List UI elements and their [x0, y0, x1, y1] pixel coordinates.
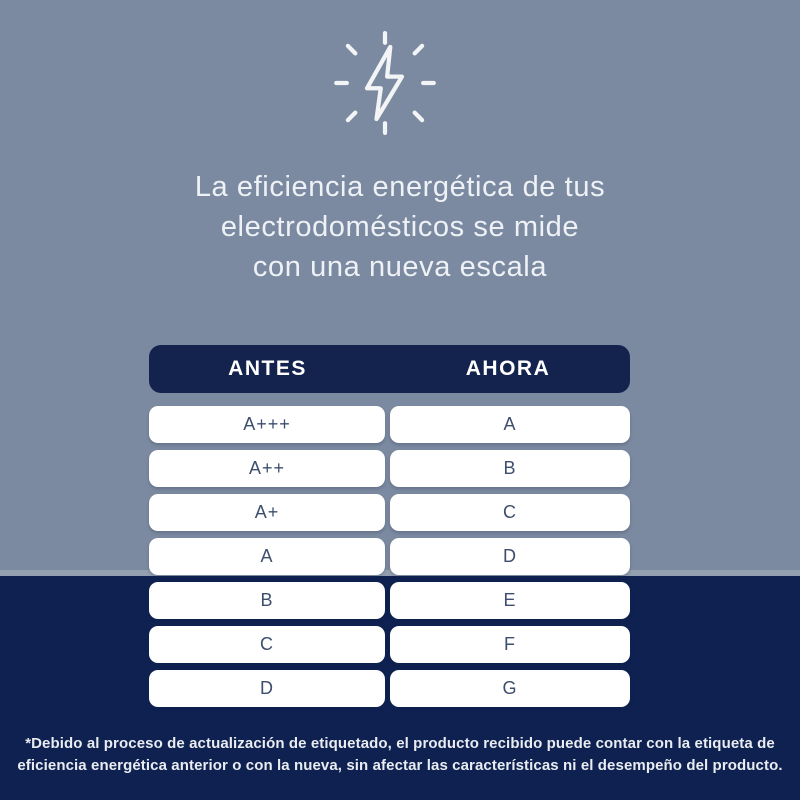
column-header-ahora: AHORA	[465, 357, 551, 380]
table-row	[149, 626, 630, 663]
column-header-antes: ANTES	[228, 357, 307, 380]
cell-ahora: B	[390, 450, 630, 487]
title-line-3: con una nueva escala	[252, 251, 548, 283]
table-header	[149, 345, 630, 393]
scale-mapping-table	[149, 345, 630, 714]
disclaimer-line-2: eficiencia energética anterior o con la nueva, sin afectar las características ni el desempeño del producto.	[17, 757, 783, 774]
cell-antes: A	[149, 538, 385, 575]
cell-antes: D	[149, 670, 385, 707]
cell-antes: A++	[149, 450, 385, 487]
table-row	[149, 670, 630, 707]
title-line-2: electrodomésticos se mide	[220, 211, 580, 243]
cell-ahora: A	[390, 406, 630, 443]
cell-ahora: C	[390, 494, 630, 531]
cell-ahora: G	[390, 670, 630, 707]
lightning-bolt-icon	[332, 30, 438, 136]
title-line-1: La eficiencia energética de tus	[194, 171, 606, 203]
table-row	[149, 406, 630, 443]
cell-antes: A+++	[149, 406, 385, 443]
disclaimer-text	[0, 733, 800, 777]
table-row	[149, 538, 630, 575]
cell-antes: B	[149, 582, 385, 619]
cell-antes: A+	[149, 494, 385, 531]
cell-ahora: F	[390, 626, 630, 663]
page-title	[0, 167, 800, 287]
cell-ahora: E	[390, 582, 630, 619]
disclaimer-line-1: *Debido al proceso de actualización de etiquetado, el producto recibido puede contar con la etiqueta de	[25, 735, 775, 752]
cell-ahora: D	[390, 538, 630, 575]
table-row	[149, 450, 630, 487]
table-row	[149, 582, 630, 619]
cell-antes: C	[149, 626, 385, 663]
table-row	[149, 494, 630, 531]
